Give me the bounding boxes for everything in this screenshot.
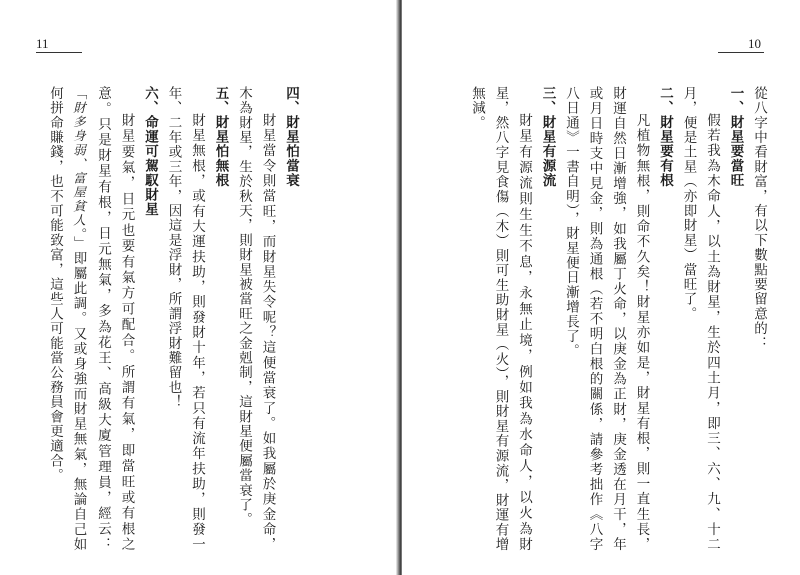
section-heading: 二、財星要有根 <box>657 86 673 188</box>
page-number-rule <box>718 52 764 53</box>
section-paragraph: 假若我為木命人，以土為財星，生於四土月，即三、六、九、十二月，便是土星（亦即財星）當旺了。 <box>680 86 720 552</box>
section-paragraph: 財星有源流則生生不息，永無止境，例如我為水命人，以火為財星，然八字見食傷（木）則可生助財星（火），則財星有源流，財運有增無減。 <box>469 86 532 552</box>
paragraph-text: 。」即屬此調。又或身強而財星無氣，無論自己如何拼命賺錢，也不可能致富，這些人可能當公務員會更適合。 <box>47 86 87 552</box>
classic-quote: 財多身弱、富屋貧人 <box>71 101 87 228</box>
page-number: 11 <box>36 36 49 51</box>
section-paragraph: 財星當令則當旺，而財星失令呢？這便當衰了。如我屬於庚金命，木為財星，生於秋天，則財星被當旺之金剋制，這財星便屬當衰了。 <box>236 86 276 552</box>
section-paragraph <box>43 86 138 552</box>
page-number-rule <box>36 52 82 53</box>
right-page-text <box>450 86 770 552</box>
section-heading: 六、命運可駕馭財星 <box>142 86 158 217</box>
section-paragraph: 財星無根，或有大運扶助，則發財十年，若只有流年扶助，則發一年、二年或三年，因這是浮財，所謂浮財難留也！ <box>165 86 205 552</box>
page-number: 10 <box>748 36 761 51</box>
left-page <box>0 0 398 575</box>
section-paragraph: 凡植物無根，則命不久矣！財星亦如是，財星有根，則一直生長，財運自然日漸增強，如我屬丁火命，以庚金為正財，庚金透在月干，年或月日時支中見金，則為通根（若不明白根的關係，請參考拙作《八字八日通》一書自明），財星便日漸增長了。 <box>563 86 650 552</box>
section-heading: 四、財星怕當衰 <box>283 86 299 188</box>
right-page <box>402 0 800 575</box>
paragraph-text: 財星要氣，日元也要有氣方可配合。所謂有氣，即當旺或有根之意。只是財星有根，日元無氣，多為花王、高級大廈管理員，經云：「 <box>70 86 135 552</box>
section-heading: 五、財星怕無根 <box>212 86 229 188</box>
intro-paragraph: 從八字中看財富，有以下數點要留意的： <box>751 86 767 351</box>
section-heading: 三、財星有源流 <box>539 86 556 188</box>
section-heading: 一、財星要當旺 <box>727 86 744 188</box>
left-page-text <box>40 86 302 552</box>
